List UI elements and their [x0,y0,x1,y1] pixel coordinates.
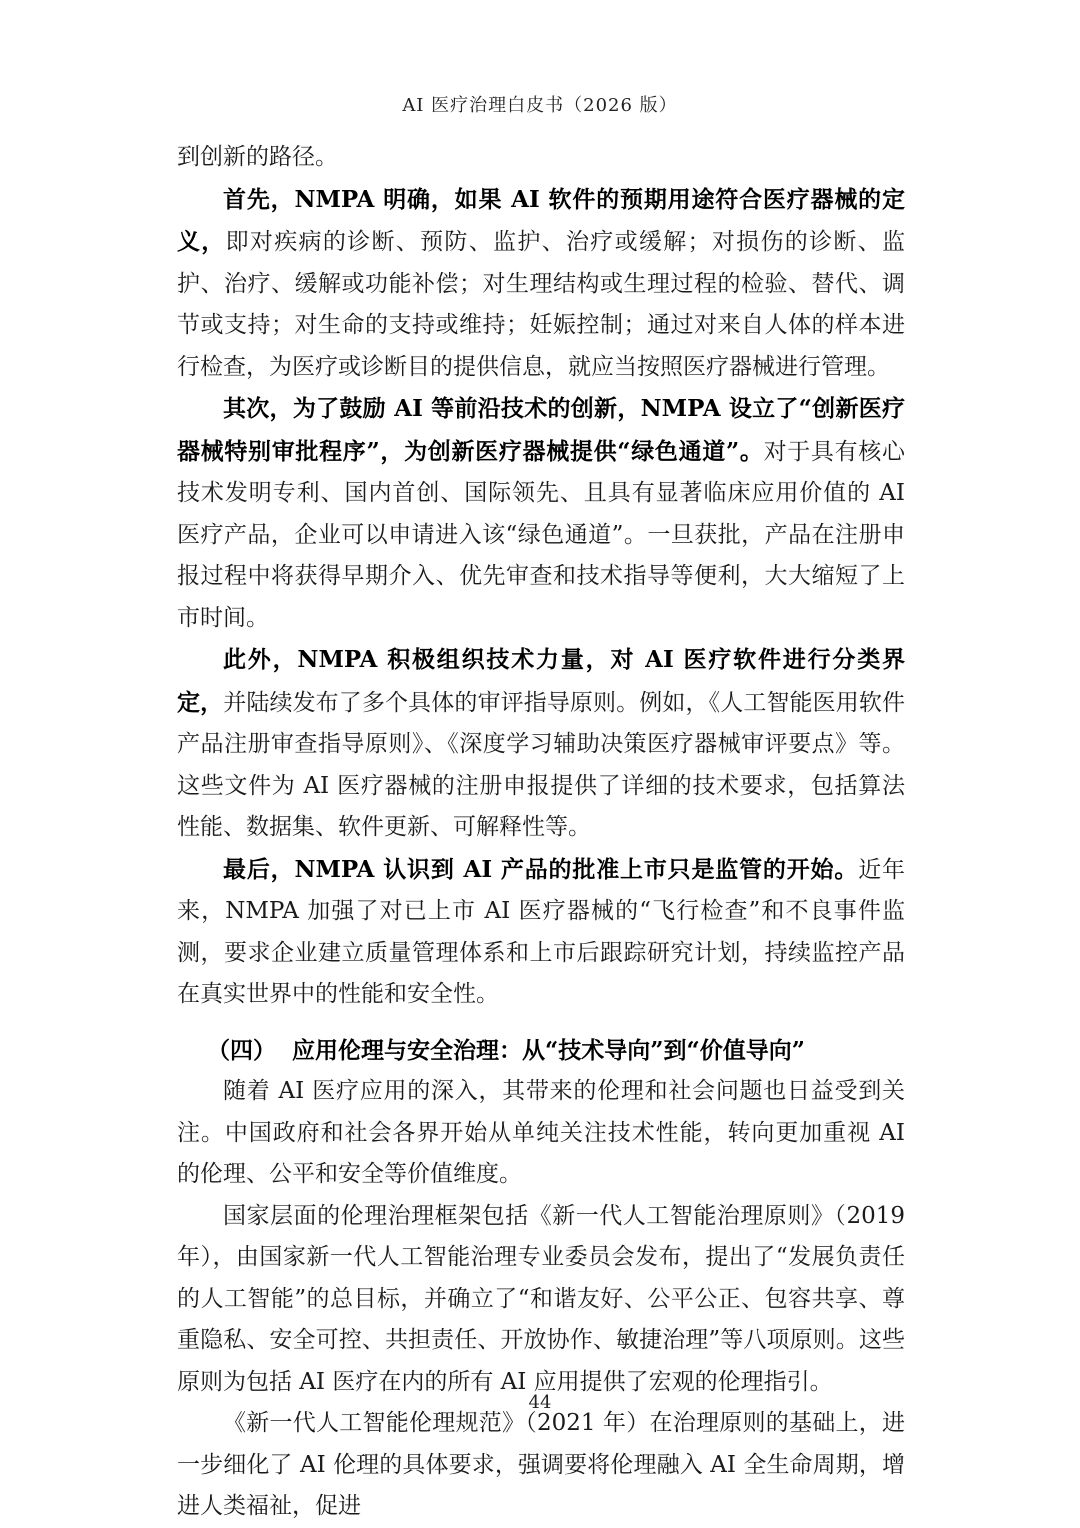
paragraph-body: 近年来，NMPA 加强了对已上市 AI 医疗器械的“飞行检查”和不良事件监测，要求企业建立质量管理体系和上市后跟踪研究计划，持续监控产品在真实世界中的性能和安全性。 [177,856,906,1007]
running-header: AI 医疗治理白皮书（2026 版） [402,95,678,116]
section-number: （四） [207,1036,276,1064]
paragraph-body: 即对疾病的诊断、预防、监护、治疗或缓解；对损伤的诊断、监护、治疗、缓解或功能补偿；对生理结构或生理过程的检验、替代、调节或支持；对生命的支持或维持；妊娠控制；通过对来自人体的样本进行检查，为医疗或诊断目的提供信息，就应当按照医疗器械进行管理。 [177,229,906,380]
paragraph-nmpa-definition [177,179,905,389]
section-title: 应用伦理与安全治理：从“技术导向”到“价值导向” [292,1036,805,1064]
section-heading [177,1030,905,1072]
page-number: 44 [528,1392,552,1413]
paragraph-ethics-norms: 《新一代人工智能伦理规范》（2021 年）在治理原则的基础上，进一步细化了 AI 伦理的具体要求，强调要将伦理融入 AI 全生命周期，增进人类福祉，促进 [177,1410,905,1519]
paragraph-body: 并陆续发布了多个具体的审评指导原则。例如，《人工智能医用软件产品注册审查指导原则》、《深度学习辅助决策医疗器械审评要点》等。这些文件为 AI 医疗器械的注册申报提供了详细的技术要求，包括算法性能、数据集、软件更新、可解释性等。 [177,689,906,840]
paragraph-ethics-intro: 随着 AI 医疗应用的深入，其带来的伦理和社会问题也日益受到关注。中国政府和社会各界开始从单纯关注技术性能，转向更加重视 AI 的伦理、公平和安全等价值维度。 [177,1078,905,1187]
paragraph-lead: 此外，NMPA 积极组织技术力量，对 AI 医疗软件进行分类界定， [177,646,905,716]
continuation-paragraph: 到创新的路径。 [177,144,338,170]
paragraph-green-channel [177,388,905,639]
paragraph-lead: 其次，为了鼓励 AI 等前沿技术的创新，NMPA 设立了“创新医疗器械特别审批程序”，为创新医疗器械提供“绿色通道”。 [177,395,905,465]
paragraph-lead: 首先，NMPA 明确，如果 AI 软件的预期用途符合医疗器械的定义， [177,185,905,255]
paragraph-governance-principles: 国家层面的伦理治理框架包括《新一代人工智能治理原则》（2019 年），由国家新一代人工智能治理专业委员会发布，提出了“发展负责任的人工智能”的总目标，并确立了“和谐友好、公平公正、包容共享、尊重隐私、安全可控、共担责任、开放协作、敏捷治理”等八项原则。这些原则为包括 AI 医疗在内的所有 AI 应用提供了宏观的伦理指引。 [177,1202,905,1395]
paragraph-body: 对于具有核心技术发明专利、国内首创、国际领先、且具有显著临床应用价值的 AI 医疗产品，企业可以申请进入该“绿色通道”。一旦获批，产品在注册申报过程中将获得早期介入、优先审查和技术指导等便利，大大缩短了上市时间。 [177,438,905,631]
paragraph-classification [177,639,905,849]
paragraph-lead: 最后，NMPA 认识到 AI 产品的批准上市只是监管的开始。 [223,855,859,883]
paragraph-post-market [177,849,905,1016]
body-text [177,137,905,1528]
